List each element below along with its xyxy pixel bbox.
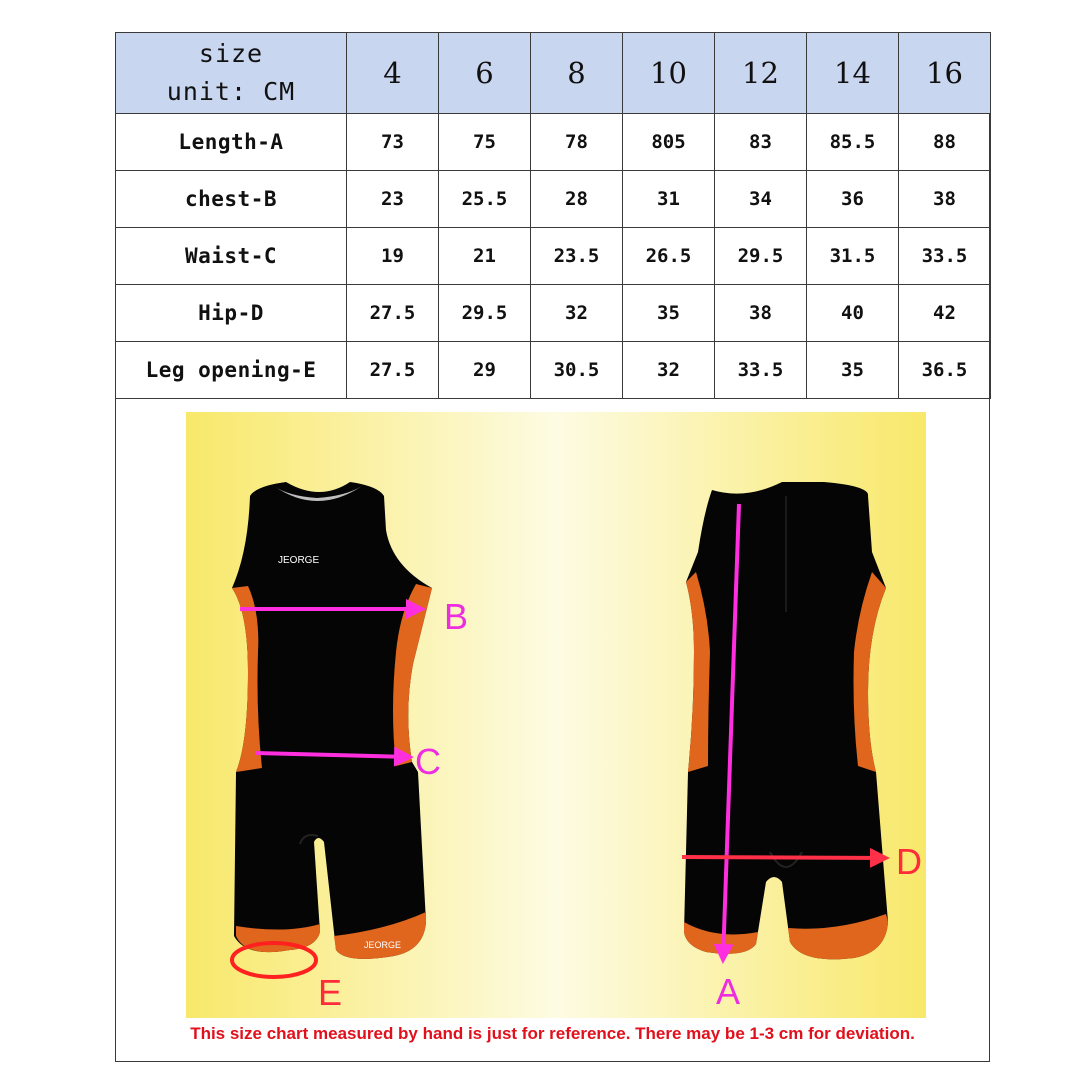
size-col-header: 14 (807, 33, 899, 114)
table-cell: 19 (347, 228, 439, 285)
table-cell: 26.5 (623, 228, 715, 285)
size-unit-header (116, 33, 347, 114)
unit-header-label: unit: CM (166, 77, 296, 106)
table-cell: 21 (439, 228, 531, 285)
deviation-note: This size chart measured by hand is just for reference. There may be 1-3 cm for deviation. (190, 1024, 915, 1043)
table-cell: 38 (899, 171, 991, 228)
table-cell: 27.5 (347, 342, 439, 399)
table-row (116, 285, 991, 342)
table-cell: 34 (715, 171, 807, 228)
row-label: Leg opening-E (116, 342, 347, 399)
table-cell: 36 (807, 171, 899, 228)
header-row (116, 33, 991, 114)
label-d: D (896, 841, 922, 882)
row-label: Hip-D (116, 285, 347, 342)
table-cell: 805 (623, 114, 715, 171)
table-cell: 36.5 (899, 342, 991, 399)
size-col-header: 16 (899, 33, 991, 114)
table-cell: 78 (531, 114, 623, 171)
size-col-header: 10 (623, 33, 715, 114)
table-row (116, 114, 991, 171)
table-cell: 38 (715, 285, 807, 342)
measurement-diagram (186, 412, 926, 1018)
table-cell: 33.5 (899, 228, 991, 285)
size-col-header: 8 (531, 33, 623, 114)
table-cell: 73 (347, 114, 439, 171)
table-cell: 29.5 (715, 228, 807, 285)
row-label: Length-A (116, 114, 347, 171)
row-label: Waist-C (116, 228, 347, 285)
front-brand-logo: JEORGE (278, 555, 320, 566)
table-cell: 33.5 (715, 342, 807, 399)
table-cell: 35 (807, 342, 899, 399)
table-cell: 23 (347, 171, 439, 228)
table-cell: 35 (623, 285, 715, 342)
back-view-suit (684, 482, 888, 959)
table-cell: 88 (899, 114, 991, 171)
table-cell: 29.5 (439, 285, 531, 342)
table-cell: 32 (623, 342, 715, 399)
label-a: A (716, 971, 741, 1012)
table-cell: 31.5 (807, 228, 899, 285)
table-cell: 28 (531, 171, 623, 228)
table-cell: 32 (531, 285, 623, 342)
row-label: chest-B (116, 171, 347, 228)
table-cell: 27.5 (347, 285, 439, 342)
hip-arrow (682, 857, 886, 858)
size-col-header: 6 (439, 33, 531, 114)
table-cell: 25.5 (439, 171, 531, 228)
table-cell: 40 (807, 285, 899, 342)
table-cell: 75 (439, 114, 531, 171)
table-row (116, 171, 991, 228)
table-cell: 29 (439, 342, 531, 399)
leg-brand-logo: JEORGE (364, 940, 402, 950)
size-table (115, 32, 991, 399)
table-cell: 31 (623, 171, 715, 228)
table-cell: 83 (715, 114, 807, 171)
table-cell: 42 (899, 285, 991, 342)
label-e: E (318, 972, 343, 1013)
size-header-label: size (198, 39, 264, 68)
table-row (116, 228, 991, 285)
label-b: B (444, 596, 469, 637)
table-cell: 30.5 (531, 342, 623, 399)
table-cell: 85.5 (807, 114, 899, 171)
table-row (116, 342, 991, 399)
size-col-header: 12 (715, 33, 807, 114)
table-cell: 23.5 (531, 228, 623, 285)
size-col-header: 4 (347, 33, 439, 114)
label-c: C (415, 741, 441, 782)
